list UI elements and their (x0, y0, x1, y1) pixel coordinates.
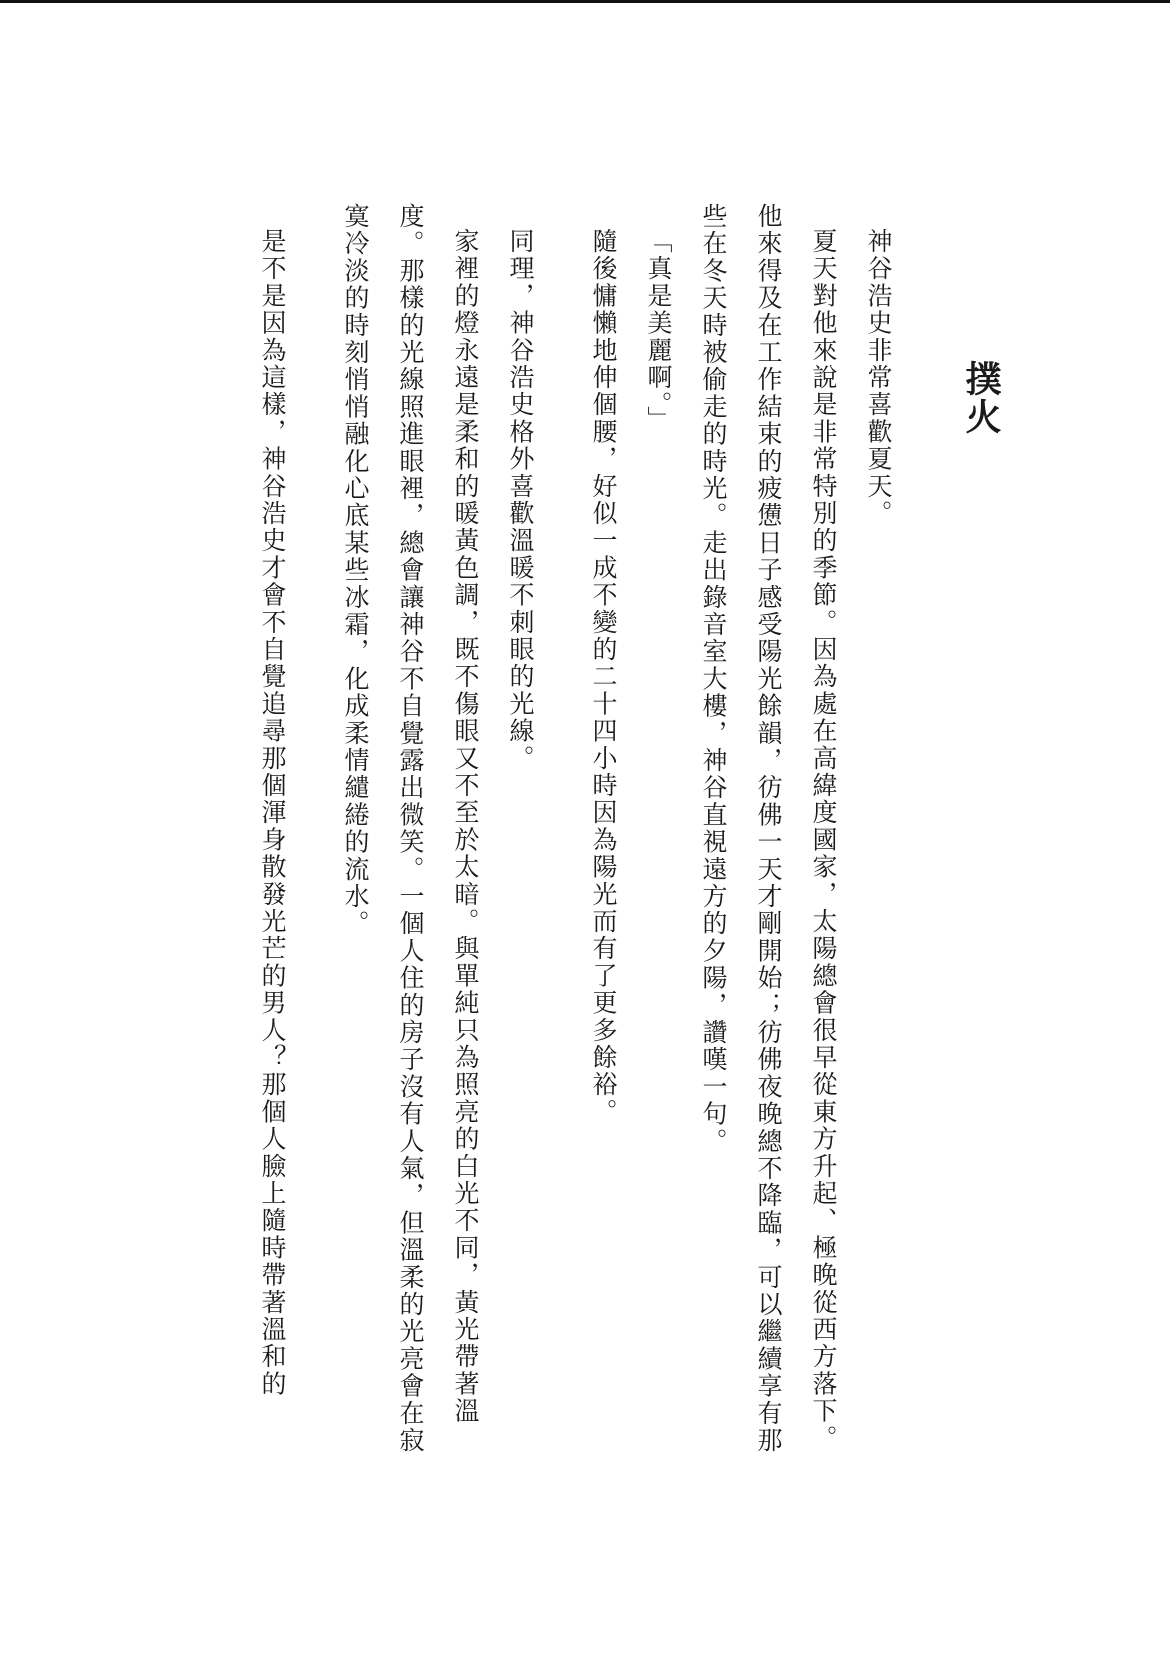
paragraph-6: 家裡的燈永遠是柔和的暖黃色調，既不傷眼又不至於太暗。與單純只為照亮的白光不同，黃光帶著溫度。那樣的光線照進眼裡，總會讓神谷不自覺露出微笑。一個人住的房子沒有人氣，但溫柔的光亮會在寂寞冷淡的時刻悄悄融化心底某些冰霜，化成柔情繾綣的流水。 (341, 203, 480, 1455)
chapter-title: 撲火 (960, 360, 1001, 436)
body-text (245, 203, 906, 1471)
paragraph-4: 隨後慵懶地伸個腰，好似一成不變的二十四小時因為陽光而有了更多餘裕。 (589, 228, 618, 1126)
paragraph-quote: 「真是美麗啊。」 (644, 228, 673, 434)
paragraph-7: 是不是因為這樣，神谷浩史才會不自覺追尋那個渾身散發光芒的男人？那個人臉上隨時帶著溫和的 (258, 228, 287, 1398)
paragraph-1: 神谷浩史非常喜歡夏天。 (864, 228, 893, 528)
paragraph-5: 同理，神谷浩史格外喜歡溫暖不刺眼的光線。 (506, 228, 535, 772)
paragraph-2: 夏天對他來說是非常特別的季節。因為處在高緯度國家，太陽總會很早從東方升起、極晚從西方落下。他來得及在工作結束的疲憊日子感受陽光餘韻，彷佛一天才剛開始；彷佛夜晚總不降臨，可以繼續享有那些在冬天時被偷走的時光。走出錄音室大樓，神谷直視遠方的夕陽，讚嘆一句。 (699, 203, 838, 1455)
